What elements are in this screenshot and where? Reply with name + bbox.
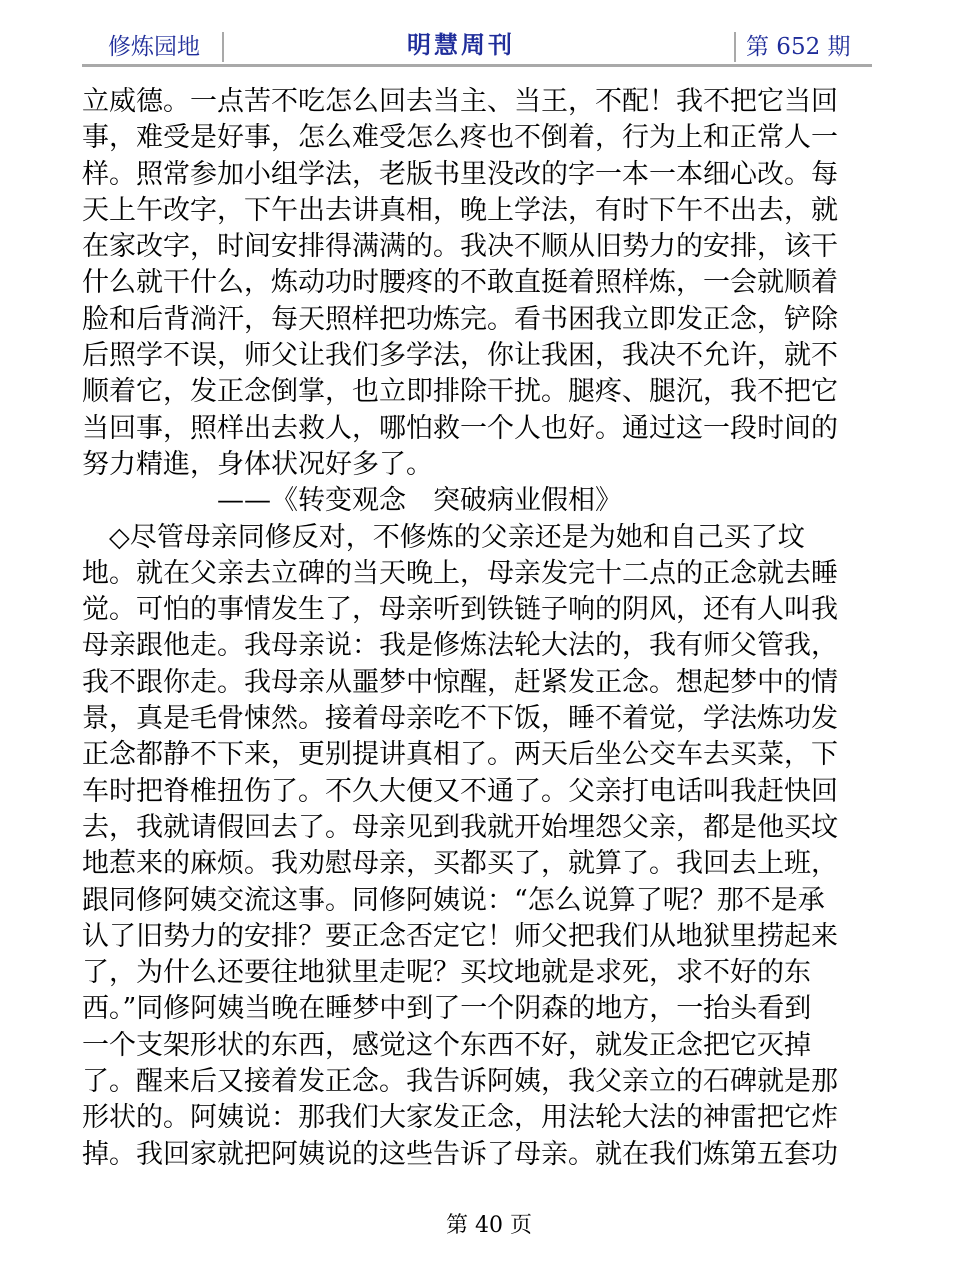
header-separator-left [222, 32, 224, 62]
text-line: 地。就在父亲去立碑的当天晚上，母亲发完十二点的正念就去睡 [82, 557, 838, 589]
issue-number: 第 652 期 [746, 34, 851, 60]
text-line: ——《转变观念 突破病业假相》 [82, 485, 622, 517]
text-line: 立威德。一点苦不吃怎么回去当主、当王，不配！我不把它当回 [82, 86, 838, 117]
text-line: 什么就干什么，炼动功时腰疼的不敢直挺着照样炼，一会就顺着 [82, 267, 838, 299]
publication-title: 明慧周刊 [407, 31, 515, 59]
text-line: 西。”同修阿姨当晚在睡梦中到了一个阴森的地方，一抬头看到 [82, 993, 812, 1025]
text-line: 形状的。阿姨说：那我们大家发正念，用法轮大法的神雷把它炸 [82, 1102, 838, 1134]
text-line: 一个支架形状的东西，感觉这个东西不好，就发正念把它灭掉 [82, 1029, 811, 1061]
text-line: 了，为什么还要往地狱里走呢？买坟地就是求死，求不好的东 [82, 957, 811, 989]
header-rule [82, 64, 872, 67]
text-line: 觉。可怕的事情发生了，母亲听到铁链子响的阴风，还有人叫我 [82, 594, 838, 626]
text-line: 地惹来的麻烦。我劝慰母亲，买都买了，就算了。我回去上班， [82, 848, 838, 880]
text-line: 脸和后背淌汗，每天照样把功炼完。看书困我立即发正念，铲除 [82, 303, 838, 335]
text-line: 跟同修阿姨交流这事。同修阿姨说：“怎么说算了呢？那不是承 [82, 884, 825, 916]
section-name: 修炼园地 [108, 34, 200, 60]
text-line: 母亲跟他走。我母亲说：我是修炼法轮大法的，我有师父管我， [82, 630, 838, 662]
text-line: 当回事，照样出去救人，哪怕救一个人也好。通过这一段时间的 [82, 412, 838, 444]
text-line: 车时把脊椎扭伤了。不久大便又不通了。父亲打电话叫我赶快回 [82, 775, 838, 807]
text-line: 在家改字，时间安排得满满的。我决不顺从旧势力的安排，该干 [82, 231, 838, 263]
text-line: 样。照常参加小组学法，老版书里没改的字一本一本细心改。每 [82, 158, 838, 190]
text-line: 努力精進，身体状况好多了。 [82, 448, 433, 480]
text-line: 去，我就请假回去了。母亲见到我就开始埋怨父亲，都是他买坟 [82, 811, 838, 843]
text-line: 天上午改字，下午出去讲真相，晚上学法，有时下午不出去，就 [82, 194, 838, 226]
text-line: 了。醒来后又接着发正念。我告诉阿姨，我父亲立的石碑就是那 [82, 1066, 838, 1098]
text-line: 认了旧势力的安排？要正念否定它！师父把我们从地狱里捞起来 [82, 920, 838, 952]
text-line: ◇尽管母亲同修反对，不修炼的父亲还是为她和自己买了坟 [82, 521, 805, 553]
page-header [82, 22, 872, 68]
text-line: 掉。我回家就把阿姨说的这些告诉了母亲。就在我们炼第五套功 [82, 1138, 838, 1170]
text-line: 顺着它，发正念倒掌，也立即排除干扰。腿疼、腿沉，我不把它 [82, 376, 838, 408]
page-number: 第 40 页 [446, 1213, 532, 1238]
article-body [82, 84, 872, 1173]
text-line: 正念都静不下来，更别提讲真相了。两天后坐公交车去买菜，下 [82, 739, 838, 771]
text-line: 景，真是毛骨悚然。接着母亲吃不下饭，睡不着觉，学法炼功发 [82, 703, 838, 735]
header-separator-right [734, 32, 736, 62]
text-line: 后照学不误，师父让我们多学法，你让我困，我决不允许，就不 [82, 340, 838, 372]
text-line: 我不跟你走。我母亲从噩梦中惊醒，赶紧发正念。想起梦中的情 [82, 666, 838, 698]
text-line: 事，难受是好事，怎么难受怎么疼也不倒着，行为上和正常人一 [82, 122, 838, 154]
